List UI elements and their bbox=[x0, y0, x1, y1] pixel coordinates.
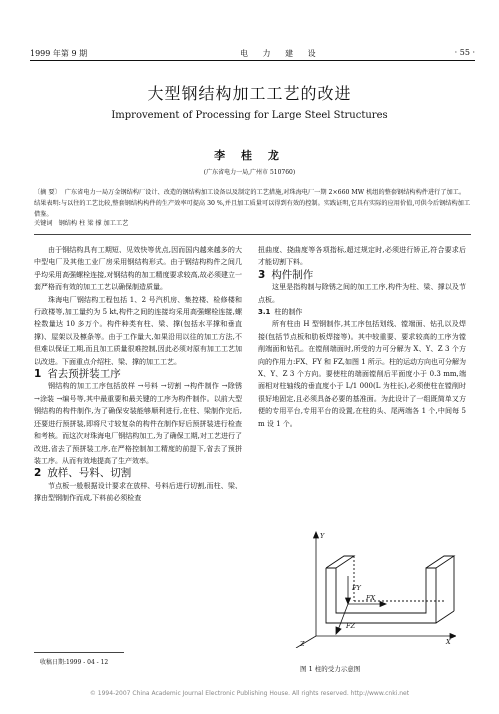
english-title: Improvement of Processing for Large Steel Structures bbox=[111, 110, 388, 121]
keywords-label: 关键词 bbox=[34, 220, 53, 227]
label-fz: FZ bbox=[346, 622, 356, 630]
received-date: 收稿日期:1999 - 04 - 12 bbox=[40, 659, 109, 666]
paragraph: 这里是指构制与除锈之间的加工工序,构件为柱、梁、撑以及节点板。 bbox=[258, 283, 466, 304]
footnote-rule bbox=[34, 652, 124, 653]
axes bbox=[296, 532, 456, 648]
author-name: 李 桂 龙 bbox=[214, 149, 285, 162]
subsection-heading bbox=[258, 306, 466, 318]
paragraph: 扭曲度、挠曲度等各项指标,超过规定时,必须进行矫正,符合要求后才能切割下料。 bbox=[258, 246, 466, 267]
paragraph: 所有柱由 H 型钢制作,其工序包括划线、镗端面、钻孔以及焊接(包括节点板和肋板焊接等)。其中较重要、要求较高的工序为镗削端面和钻孔。在镗削端面时,所受的力可分解为 X、Y、Z 3 个方向的作用力:FX、FY 和 FZ,如图 1 所示。柱的运动方向也可分解为 X、Y、Z 3 个方向。要使柱的端面镗削后平面度小于 0.3 mm,端面相对柱轴线的垂直度小于 L/1 000(L 为柱长),必须使柱在镗削时很好地固定,且必须具备必要的基准面。为此设计了一组既简单又方便的专用平台,专用平台的设置,在柱的头、尾两端各 1 个,中间每 5 m 设 1 个。 bbox=[258, 320, 466, 428]
label-z: Z bbox=[300, 640, 305, 648]
section-number: 1 bbox=[34, 368, 42, 381]
abstract-text: 广东省电力一局万金钢结构厂设计、改造的钢结构加工设备以及制定的工艺措施,对珠海电厂一期 2×660 MW 机组的整套钢结构构件进行了加工。结果表明:与以往的工艺比较,整套钢结构构件的生产效率可提高 30 %,并且加工质量可以得到有效的控制。实践证明,它具有实际的应用价值,可供今后钢结构加工借鉴。 bbox=[34, 189, 471, 218]
subsection-number: 3.1 bbox=[258, 308, 271, 317]
issue-number: 1999 年第 9 期 bbox=[30, 49, 88, 58]
paragraph: 节点板一般根据设计要求在放样、号料后进行切割,而柱、梁、撑由型钢制作而成,下料前必须检查 bbox=[34, 481, 242, 503]
journal-name: 电 力 建 设 bbox=[240, 49, 322, 58]
label-y: Y bbox=[320, 532, 325, 540]
figure-labels bbox=[299, 532, 451, 648]
section-title: 省去预拼装工序 bbox=[47, 368, 121, 381]
paragraph: 钢结构的加工工序包括放样 →号料 →切割 →构件制作 →除锈 →涂装 →编号等,其中最重要和最关键的工序为构件制作。以前大型钢结构的构件制作,为了确保安装能够顺利进行,在柱、梁制作完后,还要进行预拼装,即将尺寸较复杂的构件在制作好后预拼装进行检查和考核。而这次对珠海电厂钢结构加工,为了确保工期,对工艺进行了改进,省去了预拼装工序,在严格控制加工精度的前提下,省去了预拼装工序。从而有效地提高了生产效率。 bbox=[34, 382, 242, 465]
copyright-footer: © 1994-2007 China Academic Journal Electronic Publishing House. All rights reserved. http://www.cnki.net bbox=[89, 690, 410, 697]
keywords-text: 钢结构 柱 梁 撑 加工工艺 bbox=[58, 220, 129, 227]
column-drawing bbox=[326, 556, 454, 623]
subsection-title: 柱的制作 bbox=[274, 308, 303, 317]
label-x: X bbox=[446, 638, 451, 646]
paragraph: 由于钢结构具有工期短、见效快等优点,因而国内越来越多的大中型电厂及其他工业厂房采用钢结构形式。由于钢结构构件之间几乎均采用高强螺栓连接,对钢结构的加工精度要求较高,故必须建立一套严格而有效的加工工艺以确保制造质量。 bbox=[34, 246, 242, 292]
h-beam-bottom-depth bbox=[436, 611, 454, 623]
header-rule bbox=[30, 60, 475, 61]
h-beam-depth bbox=[326, 556, 354, 568]
page-number: · 55 · bbox=[454, 48, 475, 57]
author-affiliation: (广东省电力一局,广州市 510760) bbox=[203, 169, 296, 176]
right-column bbox=[258, 244, 466, 430]
section-heading-2 bbox=[34, 467, 242, 479]
left-column bbox=[34, 244, 242, 505]
section-heading-3 bbox=[258, 269, 466, 281]
label-fy: FY bbox=[352, 584, 361, 592]
fz-arrowhead bbox=[336, 627, 341, 634]
z-axis bbox=[296, 636, 316, 648]
fy-arrowhead bbox=[346, 598, 351, 604]
section-number: 3 bbox=[258, 268, 266, 281]
x-axis-arrow bbox=[450, 634, 456, 639]
abstract bbox=[34, 187, 471, 220]
paragraph: 珠海电厂钢结构工程包括 1、2 号汽机房、集控楼、检修楼和行政楼等,加工量约为 5 kt,构件之间的连接均采用高强螺栓连接,螺栓数量达 10 多万个。构件种类有柱、梁、撑(包括水平撑和垂直撑)、屋架以及檩条等。由于工作量大,如果沿用以往的加工方法,不但难以保证工期,而且加工质量很难控制,因此必须对原有加工工艺加以改进。下面重点介绍柱、梁、撑的加工工艺。 bbox=[34, 295, 242, 366]
y-axis-arrow bbox=[314, 532, 319, 538]
section-heading-1 bbox=[34, 368, 242, 380]
fx-arrowhead bbox=[380, 602, 386, 607]
h-beam-outline bbox=[326, 568, 436, 623]
article-title: 大型钢结构加工工艺的改进 bbox=[147, 84, 352, 103]
section-title: 放样、号料、切割 bbox=[47, 467, 132, 480]
figure-force-diagram bbox=[286, 528, 456, 648]
abstract-label: 〔摘 要〕 bbox=[34, 189, 61, 196]
h-beam-depth-right bbox=[426, 556, 454, 568]
label-fx: FX bbox=[366, 594, 376, 602]
section-title: 构件制作 bbox=[271, 268, 314, 281]
section-number: 2 bbox=[34, 467, 42, 480]
figure-caption: 图 1 柱的受力示意图 bbox=[300, 665, 361, 673]
keywords bbox=[34, 218, 128, 227]
force-arrows bbox=[336, 576, 386, 634]
abstract-rule bbox=[34, 234, 471, 235]
